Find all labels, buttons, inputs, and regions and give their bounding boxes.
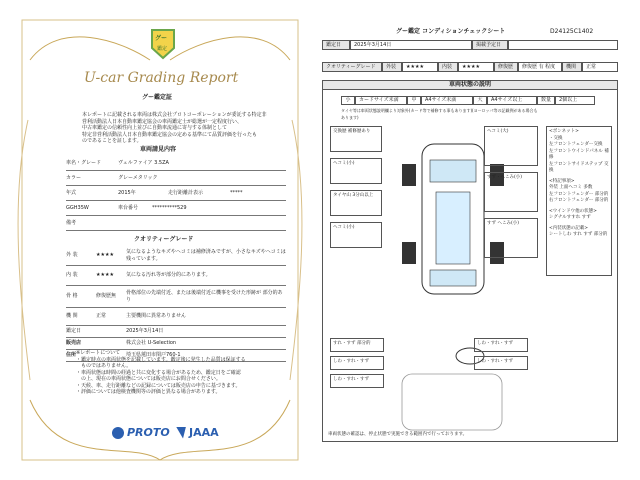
left-certificate — [0, 0, 318, 480]
badge-bottom: 鑑定 — [157, 46, 168, 52]
vehicle-table: 車名・グレード ヴェルファイア 3.5ZA カラー グレーメタリック 年式 2015年 走行距離計表示 ***** GGH35W 車台番号 **********529 備考 — [66, 156, 286, 231]
condition-notes: <ボンネット> ・交換 左フロントフェンダー交換 左フロントウインドパネル 補修 左フロントサイドステップ 交換 <特記事項> 外装 上面ヘコミ 多数 左フロントフェンダー 部分的 右フロントフェンダー 部分的 <ウインドウ他の状態> シグナルすすれ すず <内装状態の記載> シートしわ すれ すず 部分的 — [546, 126, 612, 276]
legend-note: タイヤ等は車両状態説明欄より対象外(カード等で補修する事もあります)(ヨーロッパ等の記載例がある場合もあります) — [341, 108, 538, 120]
grade-row: 外 装 ★★★★ 気になるようなキズやヘコミは補修済みですが、小さなキズやヘコミは残っています。 — [66, 246, 286, 266]
quality-header: クオリティーグレード — [134, 236, 194, 243]
goo-badge — [150, 28, 176, 60]
grades-table: 外 装 ★★★★ 気になるようなキズやヘコミは補修済みですが、小さなキズやヘコミは残っています。 内 装 ★★★★ 気になる汚れ等が部分的にあります。 骨 格 修復歴無 骨格部位の先端付近、または後端付近に機事を受けた形跡が 部分的あり 機 関 正常 主要機関に異常ありません 鑑定日 2025年3月14日 販売店 株式会社 U-Selection 住所 埼玉県蓮田市閏戸760-1 — [66, 246, 286, 362]
badge-top: グー — [155, 35, 168, 42]
grade-row: 骨 格 修復歴無 骨格部位の先端付近、または後端付近に機事を受けた形跡が 部分的あり — [66, 286, 286, 308]
grade-row: 機 関 正常 主要機関に異常ありません — [66, 308, 286, 326]
cert-number: D24125C1402 — [550, 28, 594, 35]
part-notes-right: ヘコミ(大) すず・へこみ(小) すず へこみ(小) — [484, 126, 538, 258]
sheet-title: グー鑑定 コンディションチェックシート — [396, 28, 506, 35]
vehicle-section-header: 車両請見内容 — [140, 146, 177, 153]
jaaa-logo: JAAA — [176, 426, 219, 439]
proto-logo: PROTO — [112, 426, 170, 439]
part-notes-left: 交換歴 補修歴あり ヘコミ(小) タイヤ山 3分山以上 ヘコミ(小) — [330, 126, 382, 248]
vehicle-status-box: 車両状態の説明 小 カードサイズ未満 中 A4サイズ未満 大 A4サイズ以上 数量 2個以上 タイヤ等は車両状態説明欄より対象外(カード等で補修する事もあります)(ヨーロッパ等の記載例がある場合もあります) — [322, 80, 618, 442]
section-title: 車両状態の説明 — [323, 81, 617, 90]
sheet-footer: 車両状態の確認は、停止状態で実施できる範囲内で行っております。 — [328, 432, 468, 437]
report-title: U-car Grading Report — [84, 70, 239, 86]
cert-subtitle: グー鑑定証 — [142, 94, 173, 101]
part-notes-bottom: すれ・すず 部分的 しわ・すれ・すず しわ・すれ・すず しわ・すれ・すず しわ・すれ・すず — [330, 338, 538, 388]
proto-mark-icon — [112, 427, 124, 439]
condition-sheet: グー鑑定 コンディションチェックシート D24125C1402 鑑定日 2025年3月14日 掲載予定日 クオリティーグレード 外装 ★★★★ 内装 ★★★★ 修復歴 修復歴 有 程度 機関 正常 車両状態の説明 小 カードサイズ未満 中 A4サイズ未満 大 A4サイズ以上 数量 2個以上 タイヤ等は車両状態説明欄より対象外(カード等で補修する事もあります)(ヨーロッパ等の記載例がある場合もあります) 交換歴 補修歴あり ヘコミ(小) タイヤ山 3分山以上 ヘコミ(小) ヘコミ(大) すず・へこみ(小) すず へこみ(小) すれ・すず 部分的 しわ・すれ・すず しわ・すれ・すず しわ・すれ・すず しわ・すれ・すず <ボンネット> ・交換 左フロントフェンダー交換 左フロントウインドパネル 補修 左フロントサイドステップ 交換 <特記事項> 外装 上面ヘコミ 多数 左フロントフェンダー 部分的 右フロントフェンダー 部分的 <ウインドウ他の状態> シグナルすすれ すず <内装状態の記載> シートしわ すれ すず 部分的 車両状態の確認は、停止状態で実施できる範囲内で行っております。 — [322, 28, 618, 442]
report-notes: ※レポートについて ・鑑定時点の車両状態を記載しています。鑑定後に発生した品質は保証する ものではありません。 ・車両状態は時間の経過と共に変化する場合があるため、鑑定日をご確認 の上、現在の車両状態については販売店にお問合せください。 ・天候、車、走行距離などの記録については販売店の申告に基づきます。 ・評価については他検査機関等の評価と異なる場合があります。 — [76, 350, 246, 395]
jaaa-mark-icon — [176, 427, 186, 439]
grade-row: 内 装 ★★★★ 気になる汚れ等が部分的にあります。 — [66, 266, 286, 286]
intro-text: 本レポートに記載される車両は株式会社プロトコーポレーションが委託する特定非 営利活動法人日本自動車鑑定協会の車両鑑定士が総選が一定程度行い、 中古車鑑定の信頼性向上並びに自動車流通に寄与する体制として 特定非営利活動法人日本自動車鑑定協会の定める基準にて品質評価を行ったも のであることを証します。 — [82, 112, 267, 144]
